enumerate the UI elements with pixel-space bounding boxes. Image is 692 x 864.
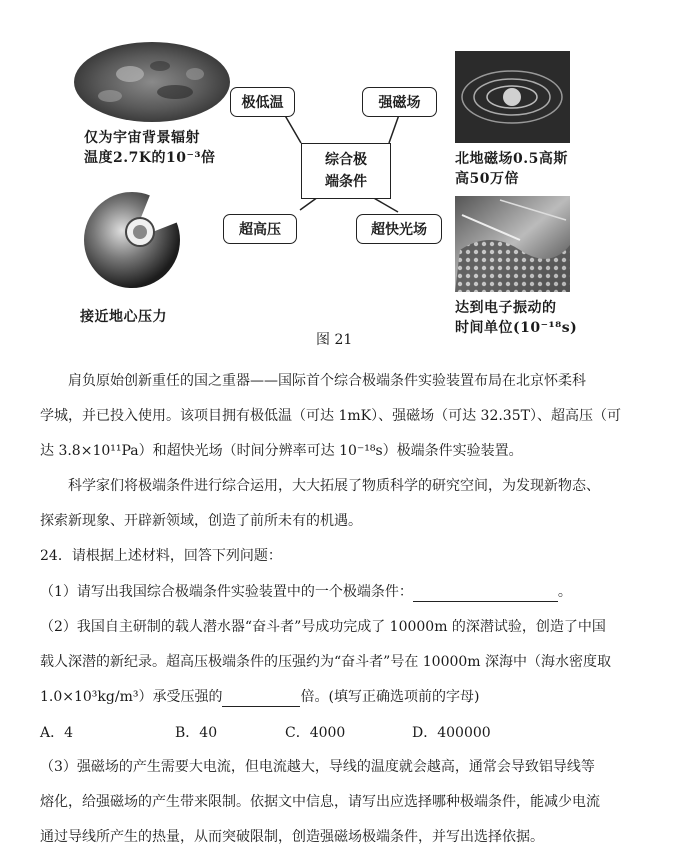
magnet-caption: [455, 149, 568, 189]
option-b: B．40: [175, 725, 218, 741]
option-d: D．400000: [412, 725, 491, 741]
paragraph-1-line-1: 肩负原始创新重任的国之重器——国际首个综合极端条件实验装置布局在北京怀柔科: [68, 373, 586, 389]
figure-label: 图 21: [316, 332, 353, 348]
magnet-caption-line1: 北地磁场0.5高斯: [455, 151, 568, 167]
bubble-ultra-high-pressure: 超高压: [223, 214, 297, 244]
question-1-suffix: 。: [557, 584, 572, 600]
paragraph-2-line-2: 探索新现象、开辟新领域，创造了前所未有的机遇。: [40, 513, 362, 529]
laser-caption-line2: 时间单位(10⁻¹⁸s): [455, 320, 578, 336]
earth-core-image: [84, 192, 180, 288]
question-2-line-1: （2）我国自主研制的载人潜水器“奋斗者”号成功完成了 10000m 的深潜试验，创造了中国: [40, 619, 606, 635]
question-24-heading: 24．请根据上述材料，回答下列问题：: [40, 548, 282, 564]
cmb-caption-line1: 仅为宇宙背景辐射: [84, 130, 200, 146]
question-1-text: （1）请写出我国综合极端条件实验装置中的一个极端条件：: [40, 584, 413, 600]
magnet-caption-line2: 高50万倍: [455, 171, 519, 187]
question-3-line-3: 通过导线所产生的热量，从而突破限制，创造强磁场极端条件，并写出选择依据。: [40, 829, 544, 845]
magnetic-field-image: [455, 51, 570, 143]
laser-caption: [455, 298, 577, 338]
paragraph-1-line-3: 达 3.8×10¹¹Pa）和超快光场（时间分辨率可达 10⁻¹⁸s）极端条件实验装置。: [40, 443, 523, 459]
ultrafast-laser-image: [455, 196, 570, 292]
question-3-line-2: 熔化，给强磁场的产生带来限制。依据文中信息，请写出应选择哪种极端条件，能减少电流: [40, 794, 600, 810]
question-2-answer-blank[interactable]: [222, 706, 300, 707]
bubble-ultrafast-light-field: 超快光场: [356, 214, 442, 244]
option-a: A．4: [40, 725, 74, 741]
option-c: C．4000: [285, 725, 346, 741]
bubble-low-temperature: 极低温: [230, 87, 295, 117]
center-box-comprehensive-extreme-conditions: [301, 143, 391, 199]
question-2-line-2: 载人深潜的新纪录。超高压极端条件的压强约为“奋斗者”号在 10000m 深海中（海水密度取: [40, 654, 612, 670]
paragraph-2-line-1: 科学家们将极端条件进行综合运用，大大拓展了物质科学的研究空间，为发现新物态、: [68, 478, 600, 494]
paragraph-1-line-2: 学城，并已投入使用。该项目拥有极低温（可达 1mK）、强磁场（可达 32.35T）、超高压（可: [40, 408, 621, 424]
question-2-line-3-prefix: 1.0×10³kg/m³）承受压强的: [40, 689, 223, 705]
question-1: [40, 582, 660, 602]
center-box-line2: 端条件: [325, 174, 367, 190]
question-3-line-1: （3）强磁场的产生需要大电流，但电流越大，导线的温度就会越高，通常会导致铝导线等: [40, 759, 595, 775]
cmb-caption: [84, 128, 216, 168]
question-2-line-3: [40, 687, 660, 707]
cmb-map-image: [74, 42, 230, 122]
figure-21: [0, 0, 692, 352]
question-1-answer-blank[interactable]: [413, 601, 558, 602]
laser-caption-line1: 达到电子振动的: [455, 300, 557, 316]
question-2-line-3-suffix: 倍。(填写正确选项前的字母): [300, 689, 480, 705]
bubble-strong-magnetic-field: 强磁场: [362, 87, 437, 117]
cmb-caption-line2: 温度2.7K的10⁻³倍: [84, 150, 216, 166]
center-box-line1: 综合极: [325, 152, 367, 168]
core-caption: 接近地心压力: [80, 309, 167, 325]
